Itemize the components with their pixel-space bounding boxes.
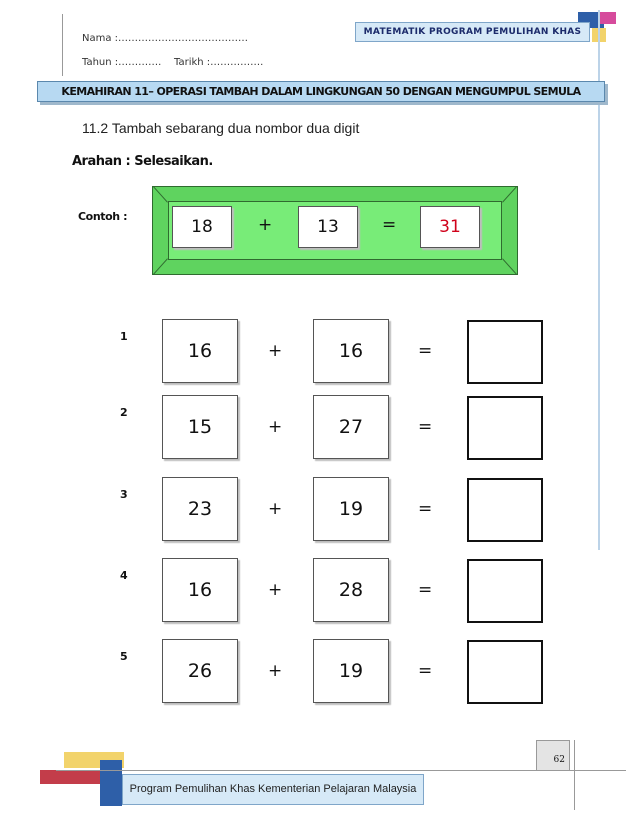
question-plus-sign: +	[268, 417, 283, 437]
question-number: 5	[120, 650, 128, 663]
bevel-corner-bl	[153, 258, 168, 274]
page-number: 62	[536, 740, 570, 771]
program-title-box: MATEMATIK PROGRAM PEMULIHAN KHAS	[355, 22, 590, 42]
question-plus-sign: +	[268, 499, 283, 519]
question-addend-2: 19	[313, 639, 389, 703]
question-addend-1: 23	[162, 477, 238, 541]
bevel-corner-tl	[153, 186, 168, 202]
question-addend-1: 15	[162, 395, 238, 459]
question-addend-2: 16	[313, 319, 389, 383]
question-plus-sign: +	[268, 341, 283, 361]
question-addend-2: 19	[313, 477, 389, 541]
example-plus-sign: +	[258, 215, 273, 235]
skill-title-bar: KEMAHIRAN 11– OPERASI TAMBAH DALAM LINGKUNGAN 50 DENGAN MENGUMPUL SEMULA	[37, 81, 605, 102]
answer-box[interactable]	[467, 396, 543, 460]
decoration-bottom-left-blue	[100, 760, 122, 806]
example-addend-1: 18	[172, 206, 232, 248]
example-label: Contoh :	[78, 210, 128, 223]
example-answer: 31	[420, 206, 480, 248]
question-number: 1	[120, 330, 128, 343]
decoration-bottom-right-line	[574, 740, 575, 810]
example-addend-2: 13	[298, 206, 358, 248]
question-equals-sign: =	[418, 661, 433, 681]
question-equals-sign: =	[418, 499, 433, 519]
answer-box[interactable]	[467, 320, 543, 384]
question-number: 4	[120, 569, 128, 582]
question-plus-sign: +	[268, 580, 283, 600]
question-equals-sign: =	[418, 417, 433, 437]
example-equals-sign: =	[382, 215, 397, 235]
question-number: 3	[120, 488, 128, 501]
question-equals-sign: =	[418, 580, 433, 600]
year-field: Tahun :………….	[82, 57, 162, 68]
decoration-top-right-pink	[598, 12, 616, 24]
question-addend-2: 28	[313, 558, 389, 622]
bevel-corner-tr	[502, 186, 517, 202]
instruction-text: Arahan : Selesaikan.	[72, 154, 213, 169]
date-field: Tarikh :…………….	[174, 57, 264, 68]
question-addend-1: 16	[162, 558, 238, 622]
bevel-corner-br	[502, 258, 517, 274]
subtopic-title: 11.2 Tambah sebarang dua nombor dua digit	[82, 120, 360, 136]
answer-box[interactable]	[467, 559, 543, 623]
decoration-bottom-left-red	[40, 770, 100, 784]
answer-box[interactable]	[467, 478, 543, 542]
question-addend-1: 26	[162, 639, 238, 703]
question-equals-sign: =	[418, 341, 433, 361]
question-addend-2: 27	[313, 395, 389, 459]
decoration-top-left-line	[62, 14, 63, 76]
answer-box[interactable]	[467, 640, 543, 704]
name-field: Nama :…………………………………	[82, 33, 249, 44]
question-plus-sign: +	[268, 661, 283, 681]
question-number: 2	[120, 406, 128, 419]
footer-banner: Program Pemulihan Khas Kementerian Pelajaran Malaysia	[122, 774, 424, 805]
question-addend-1: 16	[162, 319, 238, 383]
